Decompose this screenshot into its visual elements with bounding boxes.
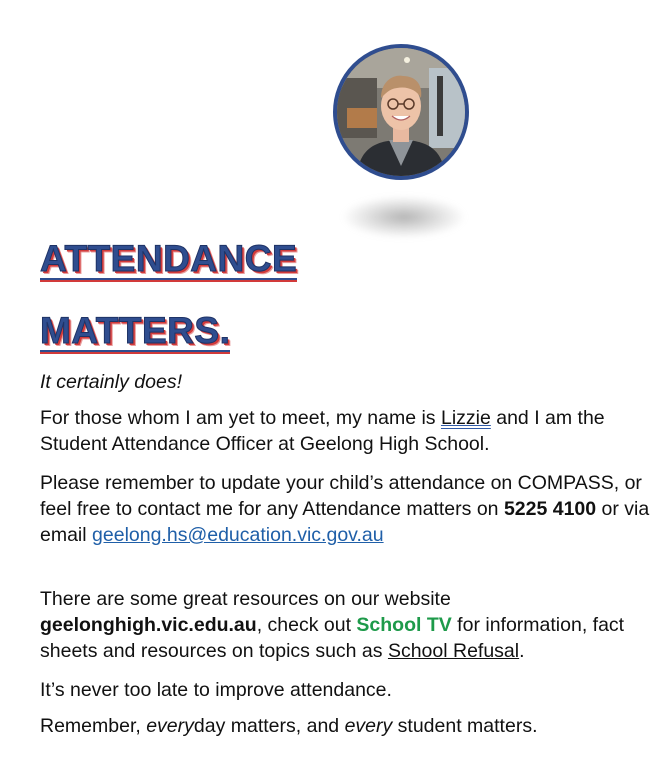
resources-paragraph — [40, 586, 652, 664]
headline-matters — [40, 312, 230, 352]
remember-text-after: student matters. — [392, 715, 538, 737]
resources-text-after: for information, fact sheets and resources on topics such as — [40, 614, 625, 662]
resources-text-middle: , check out — [256, 614, 357, 636]
person-photo-icon — [337, 48, 465, 176]
resources-text-end: . — [519, 640, 525, 662]
intro-paragraph — [40, 405, 652, 457]
staff-portrait — [333, 44, 469, 180]
remember-text-before: Remember, — [40, 715, 147, 737]
tagline: It certainly does! — [40, 371, 182, 393]
remember-paragraph — [40, 713, 652, 739]
headline-line-1: ATTENDANCE — [40, 238, 298, 279]
compass-paragraph — [40, 470, 652, 548]
portrait-shadow — [343, 196, 465, 238]
officer-name: Lizzie — [440, 407, 491, 429]
never-too-late-line: It’s never too late to improve attendance. — [40, 679, 392, 701]
compass-text-middle: or via email — [40, 498, 650, 546]
website-address: geelonghigh.vic.edu.au — [40, 614, 257, 636]
school-tv-label: School TV — [356, 614, 452, 636]
school-refusal-link[interactable]: School Refusal — [387, 640, 520, 662]
email-link[interactable]: geelong.hs@education.vic.gov.au — [92, 524, 384, 546]
headline-line-2: MATTERS. — [40, 310, 231, 351]
resources-text-before: There are some great resources on our website — [40, 588, 451, 610]
phone-number: 5225 4100 — [503, 498, 597, 520]
headline-attendance — [40, 240, 297, 280]
remember-text-middle: day matters, and — [193, 715, 345, 737]
remember-every-1: every — [146, 715, 194, 737]
remember-every-2: every — [344, 715, 393, 737]
compass-text-before: Please remember to update your child’s attendance on COMPASS, or feel free to contact me for any Attendance matters on — [40, 472, 642, 520]
intro-text-before: For those whom I am yet to meet, my name is — [40, 407, 441, 429]
intro-text-after: and I am the Student Attendance Officer at Geelong High School. — [40, 407, 605, 455]
